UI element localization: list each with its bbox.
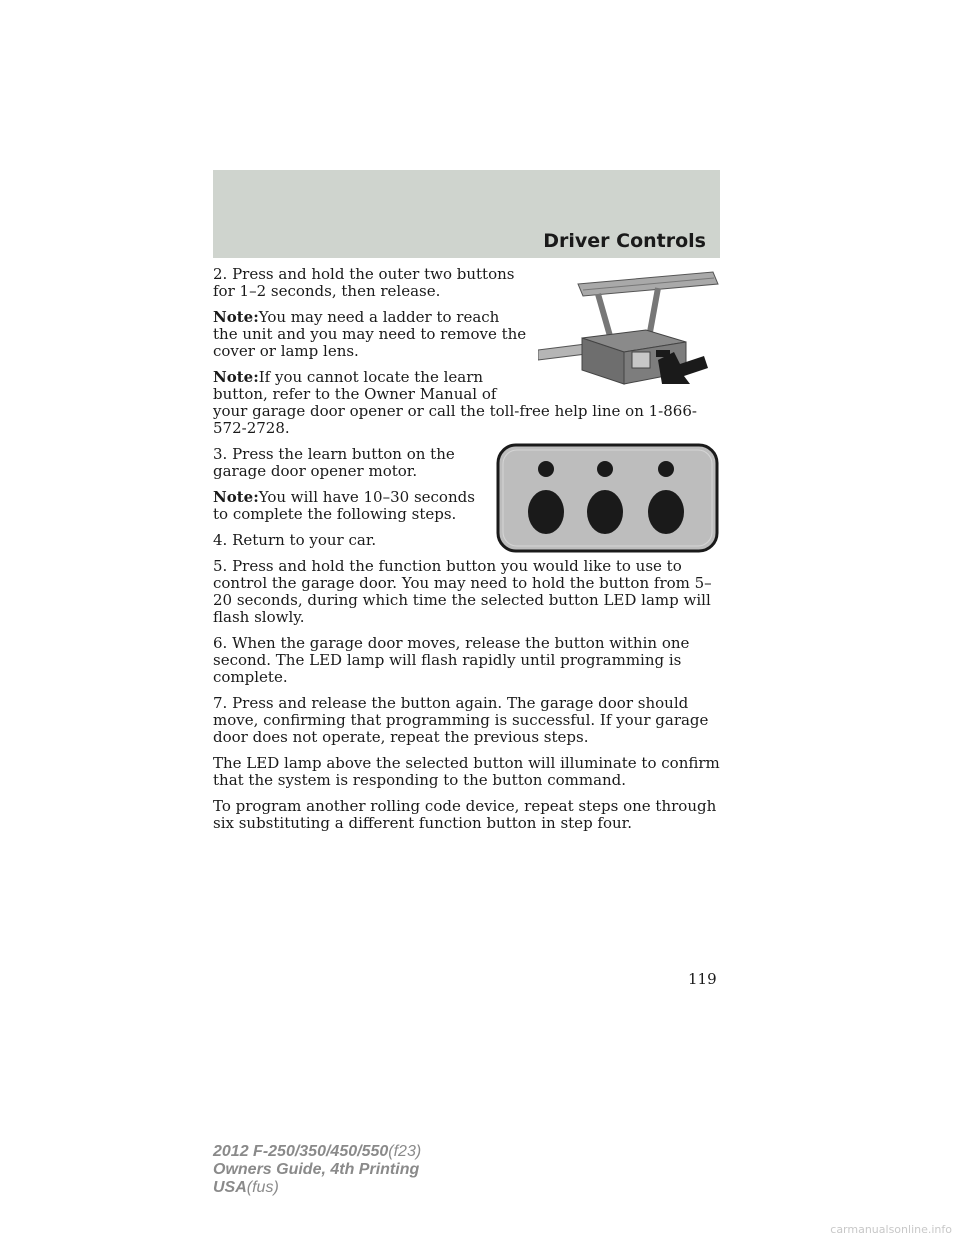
footer-line-1 <box>213 1143 421 1161</box>
footer-code: (f23) <box>388 1143 422 1160</box>
page-content <box>213 266 720 841</box>
step-6: 6. When the garage door moves, release the button within one second. The LED lamp will flash rapidly until programming is complete. <box>213 634 690 686</box>
step-5: 5. Press and hold the function button you would like to use to control the garage door. You may need to hold the button from 5–20 seconds, during which time the selected button LED lamp will flash slowly. <box>213 557 712 626</box>
step-3: 3. Press the learn button on the garage door opener motor. <box>213 445 455 480</box>
garage-door-opener-illustration <box>538 266 720 390</box>
function-button-center <box>587 490 623 534</box>
footer-line-3 <box>213 1179 421 1197</box>
overhead-button-panel-illustration <box>495 442 720 554</box>
led-indicator-center <box>597 461 613 477</box>
footer <box>213 1143 421 1197</box>
note-text: If you cannot locate the learn button, refer to the Owner Manual of your garage door opener or call the toll-free help line on 1-866-572-2728. <box>213 368 697 437</box>
note-label: Note: <box>213 368 259 386</box>
note-text: You will have 10–30 seconds to complete the following steps. <box>213 488 475 523</box>
footer-region: USA <box>213 1179 247 1196</box>
page-number: 119 <box>688 970 717 988</box>
section-title: Driver Controls <box>543 230 706 252</box>
note-text: You may need a ladder to reach the unit and you may need to remove the cover or lamp lens. <box>213 308 527 360</box>
footer-model: 2012 F-250/350/450/550 <box>213 1143 389 1160</box>
header-band <box>213 170 720 258</box>
step-7: 7. Press and release the button again. The garage door should move, confirming that programming is successful. If your garage door does not operate, repeat the previous steps. <box>213 694 709 746</box>
step-4: 4. Return to your car. <box>213 531 377 549</box>
led-indicator-left <box>538 461 554 477</box>
note-label: Note: <box>213 308 259 326</box>
paragraph-led-confirm: The LED lamp above the selected button will illuminate to confirm that the system is responding to the button command. <box>213 754 720 789</box>
step-2: 2. Press and hold the outer two buttons for 1–2 seconds, then release. <box>213 265 515 300</box>
footer-region-code: (fus) <box>246 1179 279 1196</box>
function-button-left <box>528 490 564 534</box>
paragraph-another-device: To program another rolling code device, repeat steps one through six substituting a different function button in step four. <box>213 797 717 832</box>
watermark: carmanualsonline.info <box>830 1223 952 1236</box>
note-label: Note: <box>213 488 259 506</box>
footer-line-2: Owners Guide, 4th Printing <box>213 1161 420 1178</box>
function-button-right <box>648 490 684 534</box>
led-indicator-right <box>658 461 674 477</box>
